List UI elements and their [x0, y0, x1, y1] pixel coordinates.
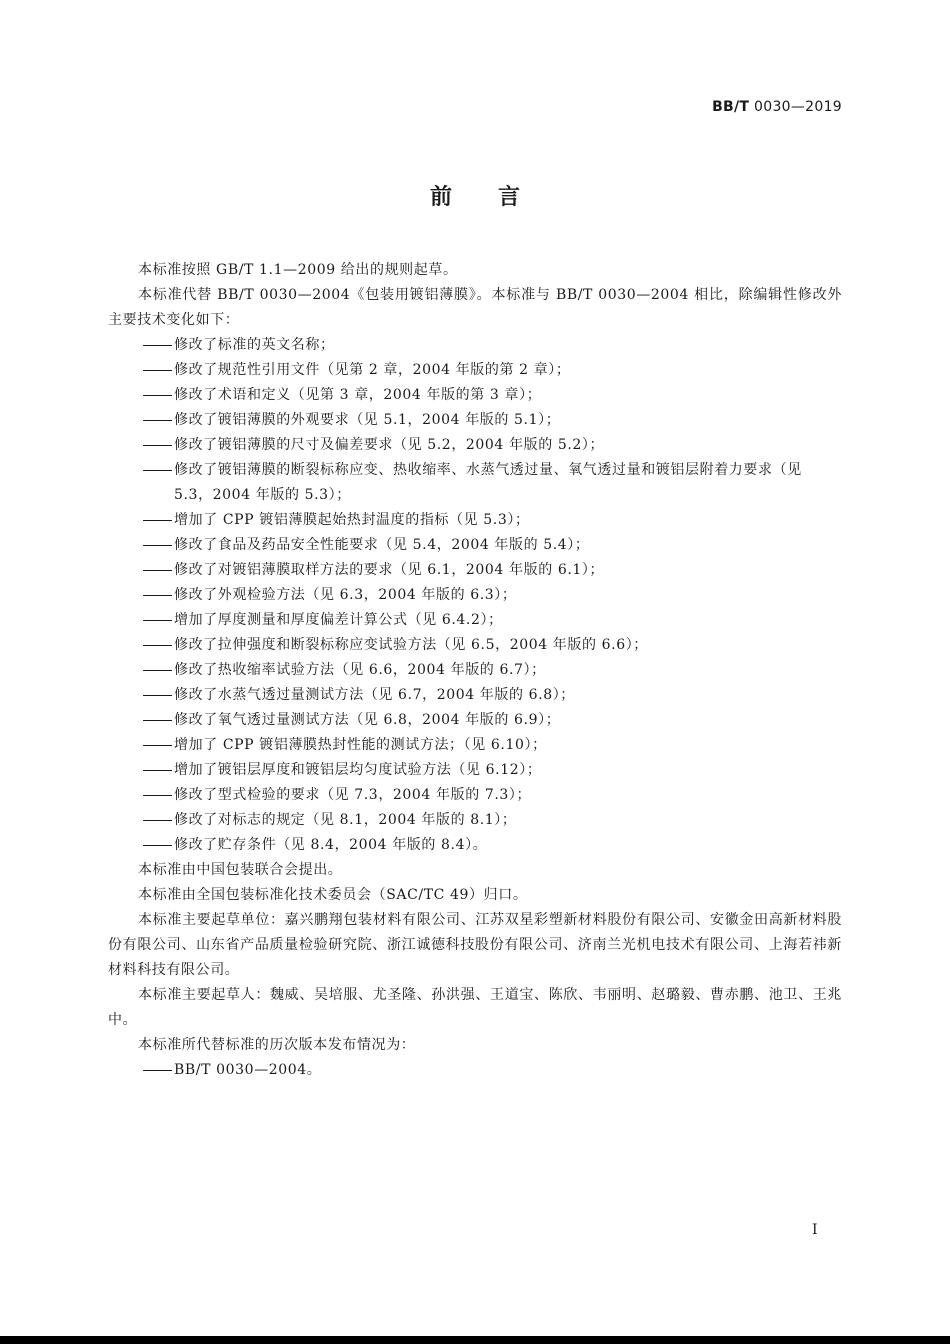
list-item-text: 修改了水蒸气透过量测试方法（见 6.7，2004 年版的 6.8）；	[174, 687, 575, 703]
list-item	[108, 683, 842, 708]
list-item-text: 修改了镀铝薄膜的外观要求（见 5.1，2004 年版的 5.1）；	[174, 412, 561, 428]
list-item-text: 修改了镀铝薄膜的断裂标称应变、热收缩率、水蒸气透过量、氧气透过量和镀铝层附着力要求（见 5.3，2004 年版的 5.3）；	[174, 462, 802, 503]
standard-code-prefix: BB/T	[712, 99, 750, 115]
list-item-text: 修改了对标志的规定（见 8.1，2004 年版的 8.1）；	[174, 812, 517, 828]
list-item	[108, 758, 842, 783]
list-item-text: 修改了外观检验方法（见 6.3，2004 年版的 6.3）；	[174, 587, 517, 603]
history-intro-paragraph: 本标准所代替标准的历次版本发布情况为：	[138, 1037, 416, 1053]
list-item	[108, 533, 842, 558]
list-item	[108, 408, 842, 433]
list-item-text: 修改了对镀铝薄膜取样方法的要求（见 6.1，2004 年版的 6.1）；	[174, 562, 605, 578]
list-item	[108, 358, 842, 383]
list-item	[108, 333, 842, 358]
list-item-text: 修改了拉伸强度和断裂标称应变试验方法（见 6.5，2004 年版的 6.6）；	[174, 637, 648, 653]
list-item	[108, 583, 842, 608]
list-item	[108, 833, 842, 858]
list-item-text: 修改了热收缩率试验方法（见 6.6，2004 年版的 6.7）；	[174, 662, 546, 678]
list-item-text: 修改了标准的英文名称；	[174, 337, 335, 353]
list-item	[108, 658, 842, 683]
list-item	[108, 383, 842, 408]
history-item	[108, 1058, 842, 1083]
list-item-text: 增加了镀铝层厚度和镀铝层均匀度试验方法（见 6.12）；	[174, 762, 542, 778]
drafters-paragraph: 本标准主要起草人：魏威、吴培服、尤圣隆、孙洪强、王道宝、陈欣、韦丽明、赵璐毅、曹赤鹏、池卫、王兆中。	[108, 987, 842, 1028]
list-item-text: 修改了术语和定义（见第 3 章，2004 年版的第 3 章）；	[174, 387, 542, 403]
drafting-units-paragraph: 本标准主要起草单位：嘉兴鹏翔包装材料有限公司、江苏双星彩塑新材料股份有限公司、安徽金田高新材料股份有限公司、山东省产品质量检验研究院、浙江诚德科技股份有限公司、济南兰光机电技术有限公司、上海若祎新材料科技有限公司。	[108, 912, 842, 978]
list-item	[108, 783, 842, 808]
list-item-text: 修改了型式检验的要求（见 7.3，2004 年版的 7.3）；	[174, 787, 532, 803]
list-item-text: 修改了规范性引用文件（见第 2 章，2004 年版的第 2 章）；	[174, 362, 571, 378]
change-list	[108, 333, 842, 858]
list-item	[108, 558, 842, 583]
history-item-text: BB/T 0030—2004。	[174, 1062, 322, 1078]
list-item	[108, 433, 842, 458]
list-item-text: 增加了 CPP 镀铝薄膜热封性能的测试方法；（见 6.10）；	[174, 737, 547, 753]
list-item-text: 修改了氧气透过量测试方法（见 6.8，2004 年版的 6.9）；	[174, 712, 561, 728]
standard-code	[712, 99, 842, 115]
list-item	[108, 608, 842, 633]
bottom-edge-rule	[0, 1336, 950, 1344]
list-item	[108, 733, 842, 758]
list-item	[108, 633, 842, 658]
list-item-text: 修改了镀铝薄膜的尺寸及偏差要求（见 5.2，2004 年版的 5.2）；	[174, 437, 605, 453]
page-title: 前言	[429, 185, 566, 210]
intro-paragraph: 本标准按照 GB/T 1.1—2009 给出的规则起草。	[138, 262, 458, 278]
list-item-text: 修改了贮存条件（见 8.4，2004 年版的 8.4）。	[174, 837, 488, 853]
list-item-text: 增加了 CPP 镀铝薄膜起始热封温度的指标（见 5.3）；	[174, 512, 530, 528]
list-item-text: 增加了厚度测量和厚度偏差计算公式（见 6.4.2）；	[174, 612, 503, 628]
standard-code-number: 0030—2019	[749, 99, 842, 115]
intro-paragraph: 本标准代替 BB/T 0030—2004《包装用镀铝薄膜》。本标准与 BB/T 0030—2004 相比，除编辑性修改外主要技术变化如下：	[108, 287, 842, 328]
page-number: I	[812, 1222, 818, 1238]
list-item	[108, 458, 842, 508]
closing-paragraph: 本标准由中国包装联合会提出。	[138, 862, 343, 878]
list-item	[108, 708, 842, 733]
list-item-text: 修改了食品及药品安全性能要求（见 5.4，2004 年版的 5.4）；	[174, 537, 590, 553]
closing-paragraph: 本标准由全国包装标准化技术委员会（SAC/TC 49）归口。	[138, 887, 528, 903]
list-item	[108, 508, 842, 533]
list-item	[108, 808, 842, 833]
foreword-body	[108, 258, 842, 1083]
